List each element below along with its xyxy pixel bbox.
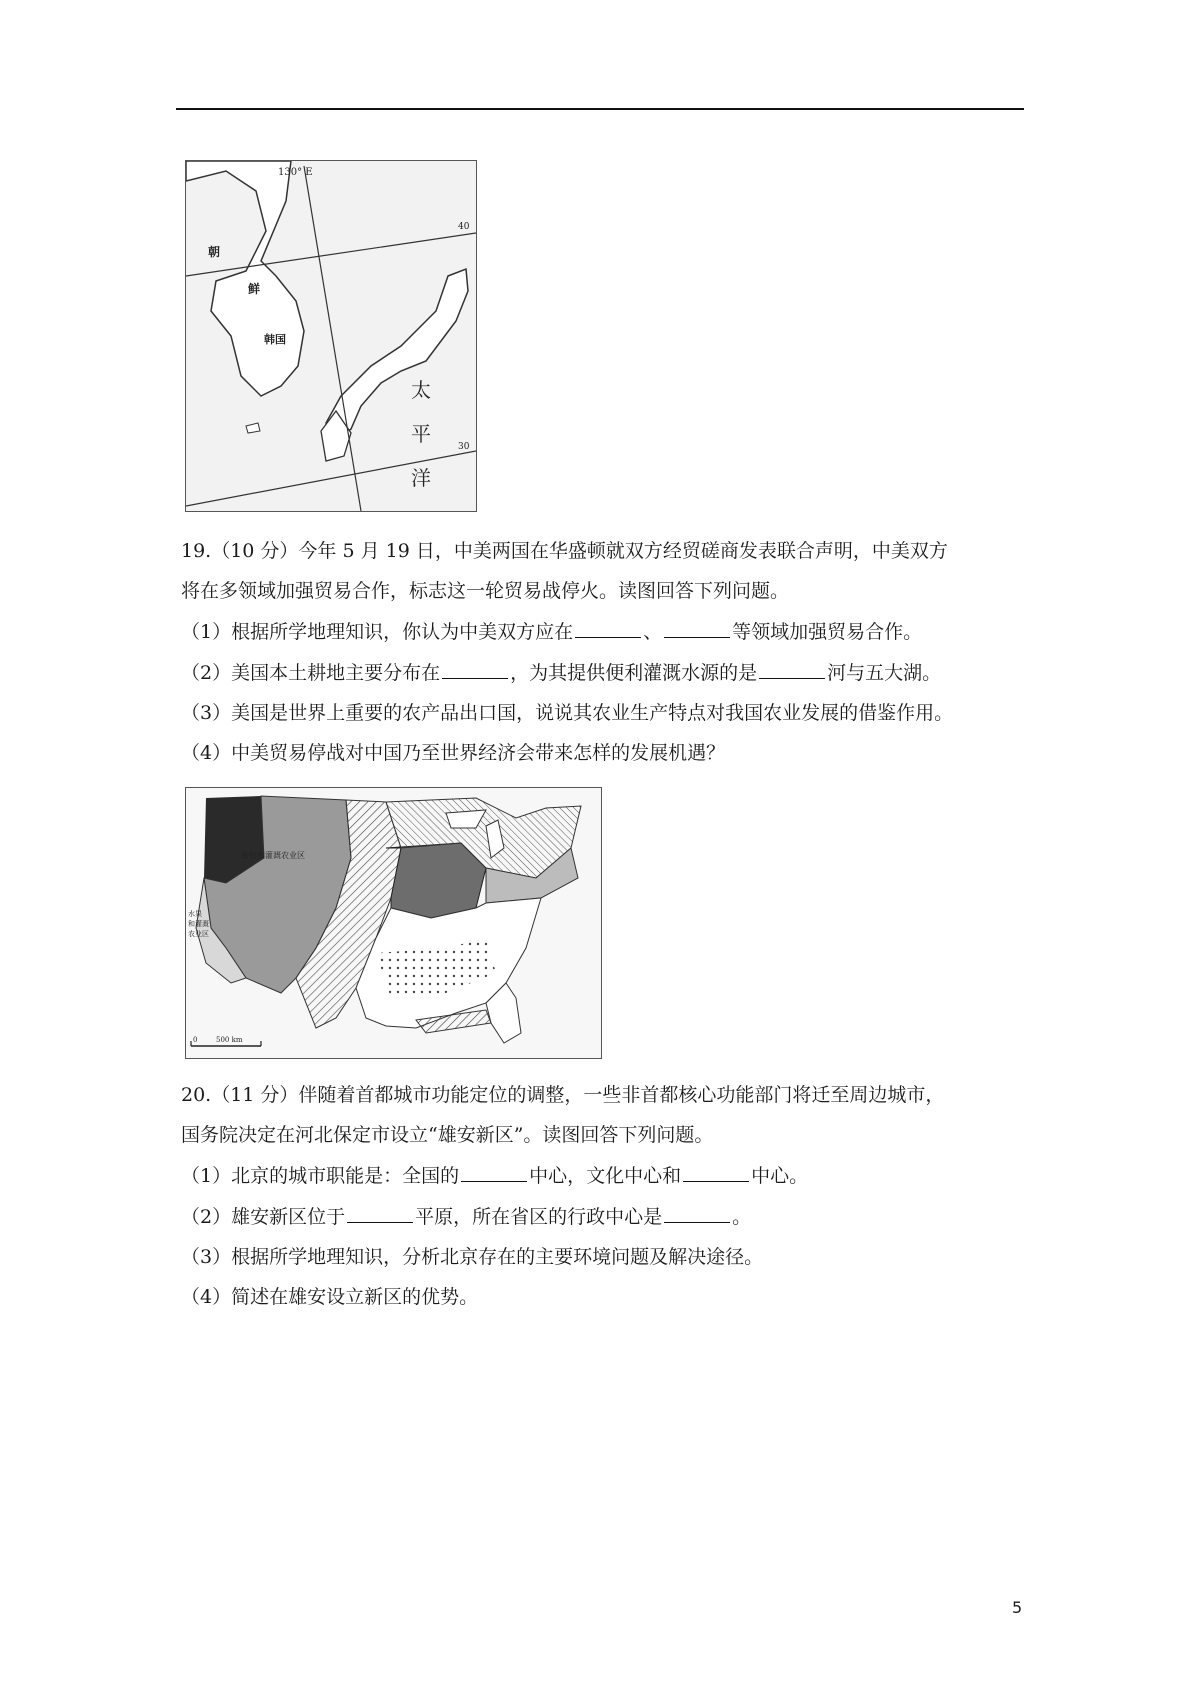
answer-blank[interactable] bbox=[759, 660, 825, 679]
lat-label-40: 40 bbox=[458, 222, 470, 232]
q19-part2-text-b: ，为其提供便利灌溉水源的是 bbox=[510, 662, 758, 684]
q20-stem-line1: 20.（11 分）伴随着首都城市功能定位的调整，一些非首都核心功能部门将迁至周边城市， bbox=[181, 1084, 945, 1106]
east-asia-map bbox=[185, 160, 477, 512]
label-ocean-2: 平 bbox=[411, 422, 431, 446]
q19-part2 bbox=[181, 660, 1031, 685]
q20-part2 bbox=[181, 1204, 1031, 1229]
answer-blank[interactable] bbox=[575, 619, 641, 638]
label-grazing-region: 畜牧和灌溉农业区 bbox=[241, 851, 305, 860]
label-north-korea-1: 朝 bbox=[208, 245, 221, 259]
answer-blank[interactable] bbox=[347, 1204, 413, 1223]
question-19 bbox=[181, 539, 1031, 765]
east-asia-map-drawing bbox=[186, 161, 476, 511]
answer-blank[interactable] bbox=[664, 1204, 730, 1223]
q20-part1-text-c: 中心。 bbox=[751, 1165, 809, 1187]
lat-label-30: 30 bbox=[458, 442, 470, 452]
label-ocean-1: 太 bbox=[411, 378, 431, 402]
answer-blank[interactable] bbox=[664, 619, 730, 638]
scale-bar-label: 500 km bbox=[216, 1036, 243, 1044]
q20-part3: （3）根据所学地理知识，分析北京存在的主要环境问题及解决途径。 bbox=[181, 1246, 764, 1268]
q19-part4: （4）中美贸易停战对中国乃至世界经济会带来怎样的发展机遇？ bbox=[181, 742, 726, 764]
q19-part1-text-b: 、 bbox=[643, 621, 663, 643]
label-fruit-region-3: 农业区 bbox=[188, 930, 209, 938]
longitude-label: 130° E bbox=[278, 167, 313, 178]
q20-part4: （4）简述在雄安设立新区的优势。 bbox=[181, 1286, 479, 1308]
q19-part2-text-a: （2）美国本土耕地主要分布在 bbox=[181, 662, 441, 684]
us-agriculture-map-drawing bbox=[186, 788, 601, 1058]
answer-blank[interactable] bbox=[442, 660, 508, 679]
label-fruit-region-1: 水果 bbox=[188, 910, 202, 918]
q20-part1-text-b: 中心，文化中心和 bbox=[529, 1165, 682, 1187]
q20-part1-text-a: （1）北京的城市职能是：全国的 bbox=[181, 1165, 460, 1187]
q20-part1 bbox=[181, 1163, 1031, 1188]
q19-part1-text-c: 等领域加强贸易合作。 bbox=[732, 621, 923, 643]
label-ocean-3: 洋 bbox=[411, 466, 431, 490]
us-agriculture-map bbox=[185, 787, 602, 1059]
q19-stem-line2: 将在多领域加强贸易合作，标志这一轮贸易战停火。读图回答下列问题。 bbox=[181, 580, 790, 602]
page-number: 5 bbox=[1012, 1598, 1023, 1617]
header-rule bbox=[176, 108, 1024, 110]
label-south-korea: 韩国 bbox=[264, 333, 286, 346]
q19-part3: （3）美国是世界上重要的农产品出口国，说说其农业生产特点对我国农业发展的借鉴作用。 bbox=[181, 702, 954, 724]
q20-part2-text-a: （2）雄安新区位于 bbox=[181, 1206, 346, 1228]
question-20 bbox=[181, 1083, 1031, 1309]
q19-part2-text-c: 河与五大湖。 bbox=[827, 662, 942, 684]
answer-blank[interactable] bbox=[461, 1163, 527, 1182]
scale-bar-zero: 0 bbox=[193, 1036, 198, 1044]
q20-stem-line2: 国务院决定在河北保定市设立“雄安新区”。读图回答下列问题。 bbox=[181, 1124, 714, 1146]
q20-part2-text-c: 。 bbox=[732, 1206, 752, 1228]
q19-part1-text-a: （1）根据所学地理知识，你认为中美双方应在 bbox=[181, 621, 574, 643]
label-north-korea-2: 鲜 bbox=[248, 282, 261, 296]
answer-blank[interactable] bbox=[683, 1163, 749, 1182]
q20-part2-text-b: 平原，所在省区的行政中心是 bbox=[415, 1206, 663, 1228]
q19-stem-line1: 19.（10 分）今年 5 月 19 日，中美两国在华盛顿就双方经贸磋商发表联合声明，中美双方 bbox=[181, 540, 948, 562]
q19-part1 bbox=[181, 619, 1031, 644]
label-fruit-region-2: 和灌溉 bbox=[188, 920, 209, 928]
